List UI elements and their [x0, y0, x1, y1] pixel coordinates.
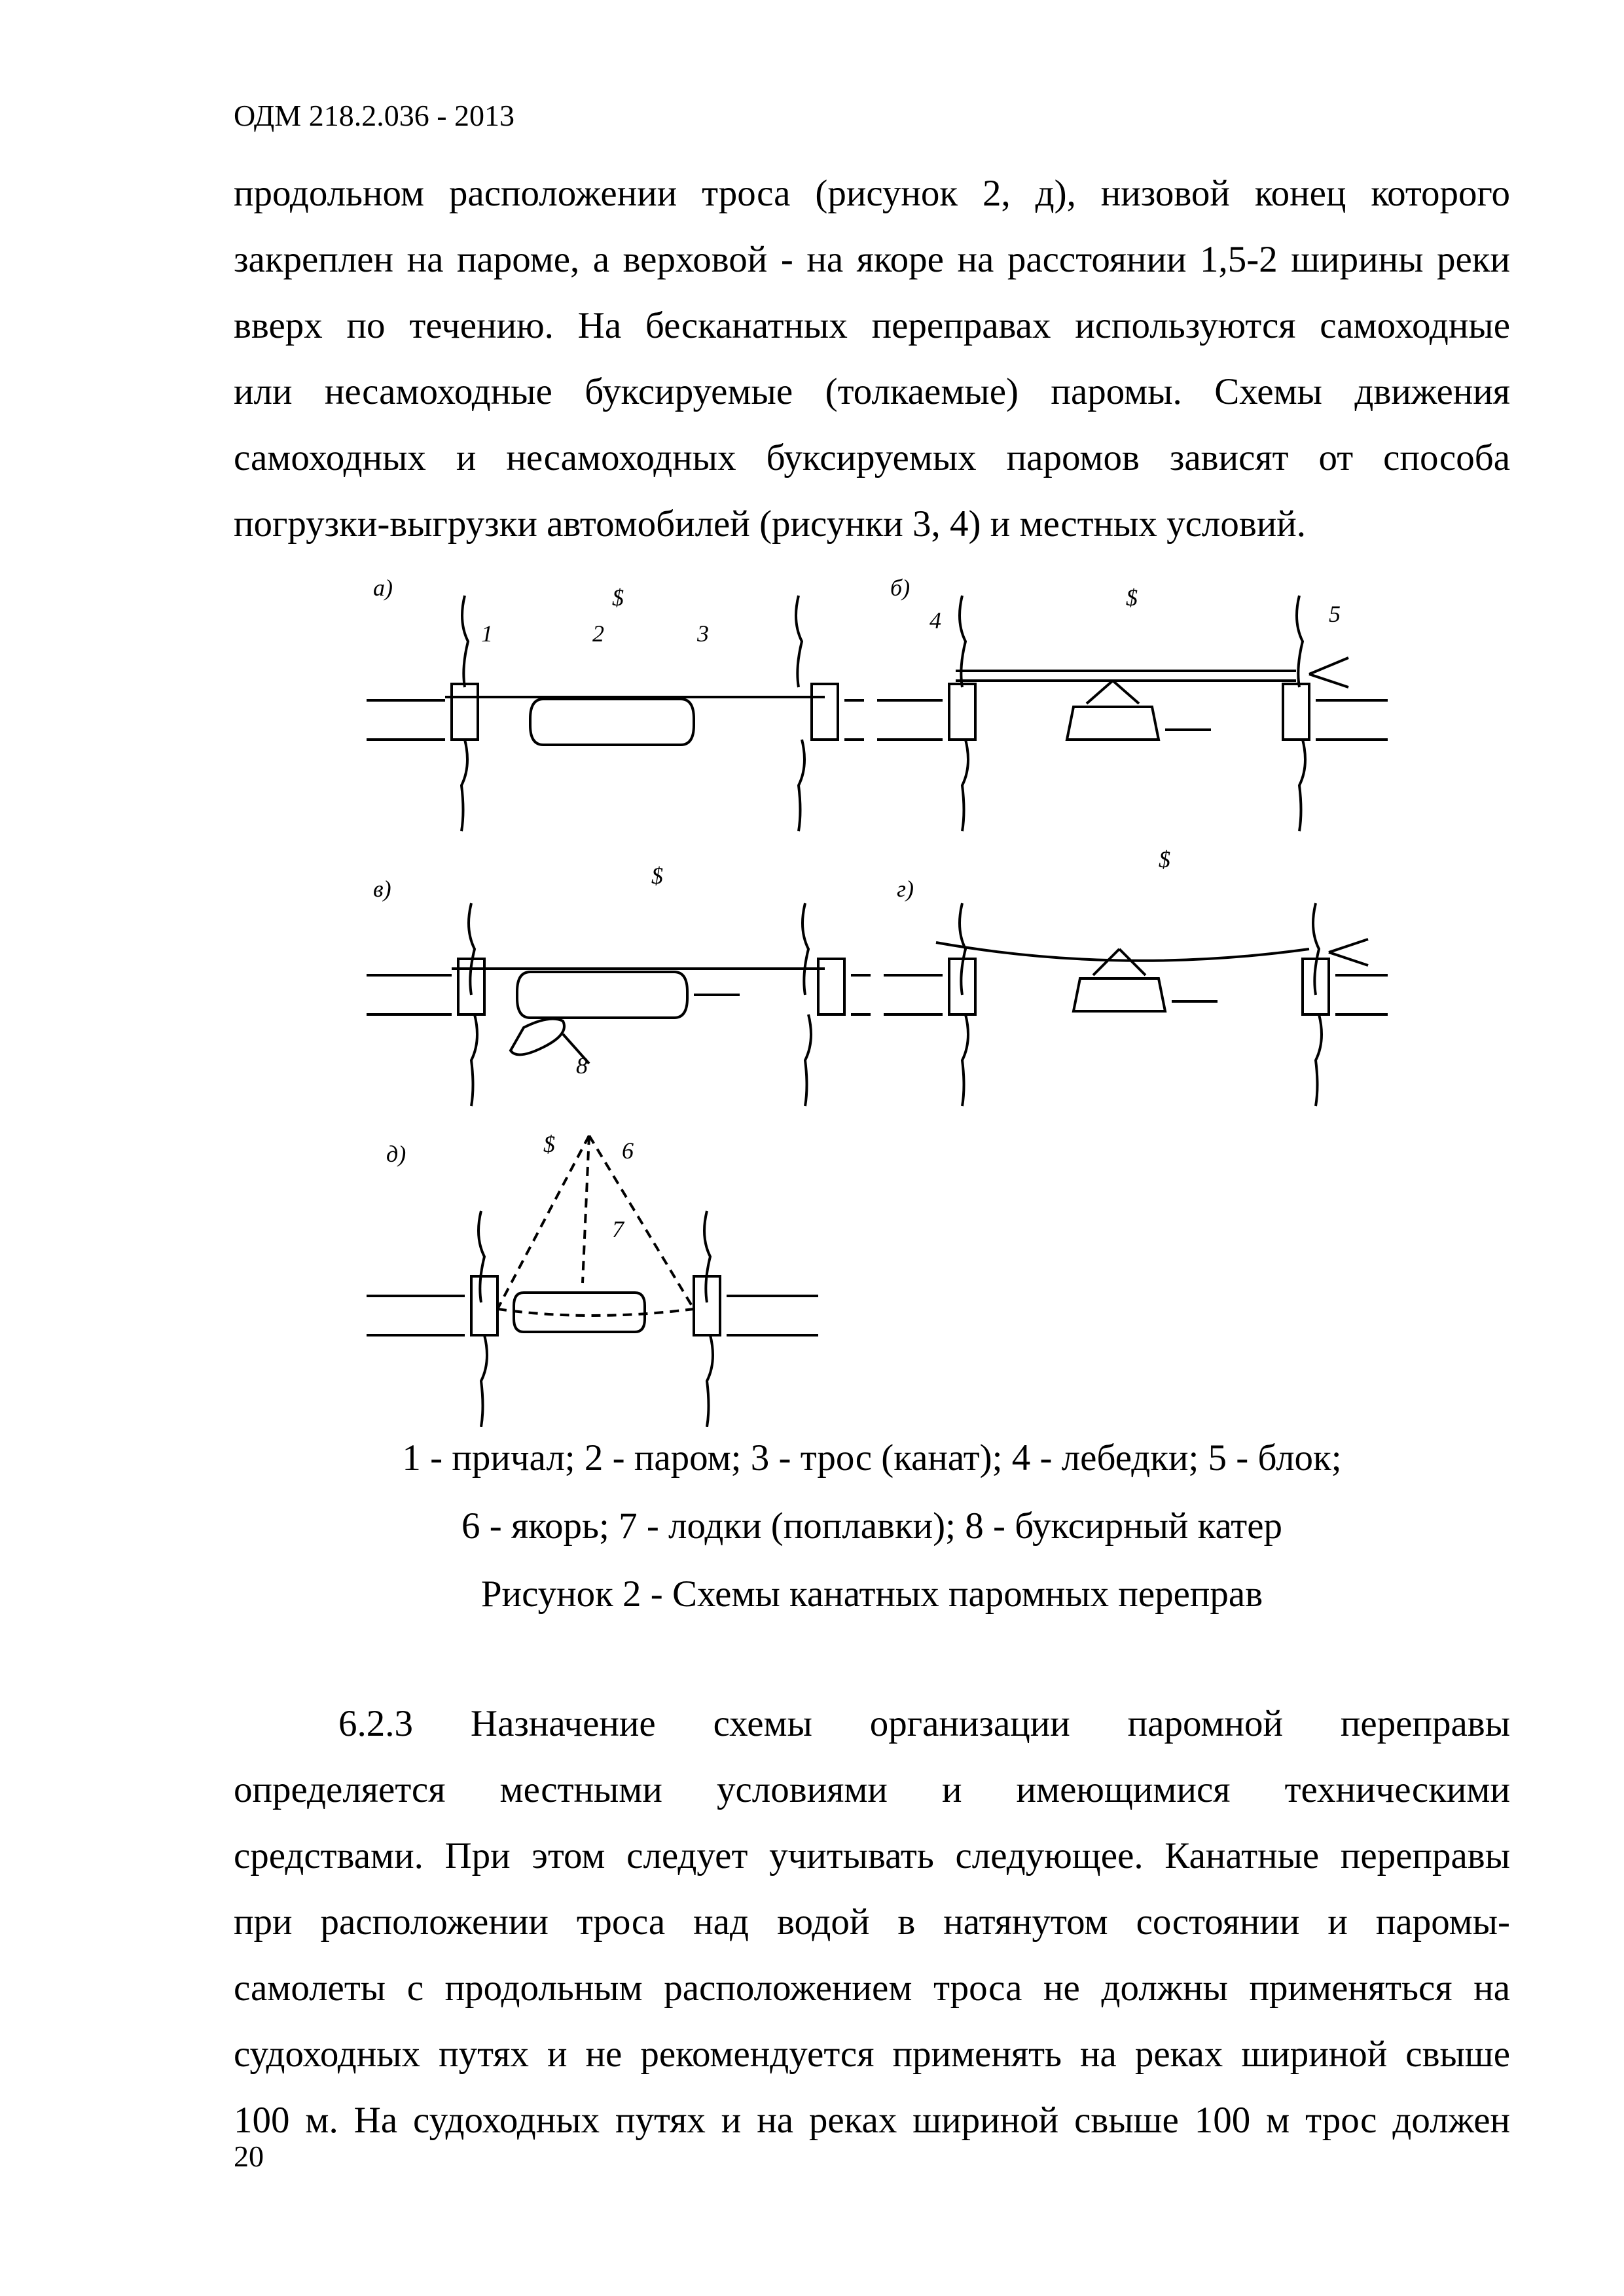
current-arrow: $: [612, 584, 624, 611]
panel-label-g: г): [897, 876, 914, 902]
text-line: погрузки-выгрузки автомобилей (рисунки 3, 4) и местных условий.: [234, 503, 1306, 545]
figure-legend-line-1: 1 - причал; 2 - паром; 3 - трос (канат); 4 - лебедки; 5 - блок;: [402, 1437, 1342, 1479]
text-line: при расположении троса над водой в натянутом состоянии и паромы-: [234, 1901, 1510, 1943]
callout-3: 3: [697, 620, 709, 647]
panel-b: [877, 575, 1388, 831]
text-line: вверх по течению. На бесканатных переправах используются самоходные: [234, 305, 1510, 346]
text-line: 100 м. На судоходных путях и на реках шириной свыше 100 м трос должен: [234, 2100, 1510, 2141]
current-arrow: $: [651, 863, 663, 889]
panel-g: [884, 846, 1388, 1106]
panel-a: [367, 575, 864, 831]
text-line: определяется местными условиями и имеющимися техническими: [234, 1769, 1510, 1810]
panel-label-v: в): [373, 876, 391, 902]
text-line: судоходных путях и не рекомендуется применять на реках шириной свыше: [234, 2034, 1510, 2075]
text-line: закреплен на пароме, а верховой - на якоре на расстоянии 1,5-2 ширины реки: [234, 239, 1510, 280]
text-line: самолеты с продольным расположением троса не должны применяться на: [234, 1967, 1510, 2009]
callout-6: 6: [622, 1138, 634, 1164]
text-line: продольном расположении троса (рисунок 2, д), низовой конец которого: [234, 173, 1510, 214]
page-number: 20: [234, 2140, 264, 2173]
callout-8: 8: [576, 1052, 588, 1079]
document-code: ОДМ 218.2.036 - 2013: [234, 99, 515, 132]
text-line: средствами. При этом следует учитывать следующее. Канатные переправы: [234, 1835, 1510, 1876]
figure-title: Рисунок 2 - Схемы канатных паромных переправ: [480, 1573, 1263, 1615]
paragraph-6-2-3: [234, 1691, 1510, 2153]
current-arrow: $: [1159, 846, 1170, 872]
current-arrow: $: [543, 1131, 555, 1157]
figure-caption-block: [234, 1424, 1510, 1628]
text-line: или несамоходные буксируемые (толкаемые) паромы. Схемы движения: [234, 371, 1510, 412]
callout-5: 5: [1329, 601, 1341, 627]
callout-2: 2: [592, 620, 604, 647]
callout-7: 7: [612, 1216, 624, 1242]
callout-1: 1: [481, 620, 493, 647]
panel-label-d: д): [386, 1141, 406, 1167]
paragraph-continuation: [234, 160, 1510, 557]
callout-4: 4: [929, 607, 941, 634]
panel-label-b: б): [890, 575, 911, 601]
panel-d: [367, 1131, 818, 1427]
panel-label-a: а): [373, 575, 393, 601]
panel-v: [367, 863, 871, 1106]
text-line: самоходных и несамоходных буксируемых паромов зависят от способа: [234, 437, 1510, 478]
figure-legend-line-2: 6 - якорь; 7 - лодки (поплавки); 8 - буксирный катер: [461, 1505, 1283, 1547]
ferry-crossing-diagram: [367, 556, 1558, 1427]
text-line: 6.2.3 Назначение схемы организации паромной переправы: [338, 1703, 1510, 1744]
current-arrow: $: [1126, 584, 1138, 611]
